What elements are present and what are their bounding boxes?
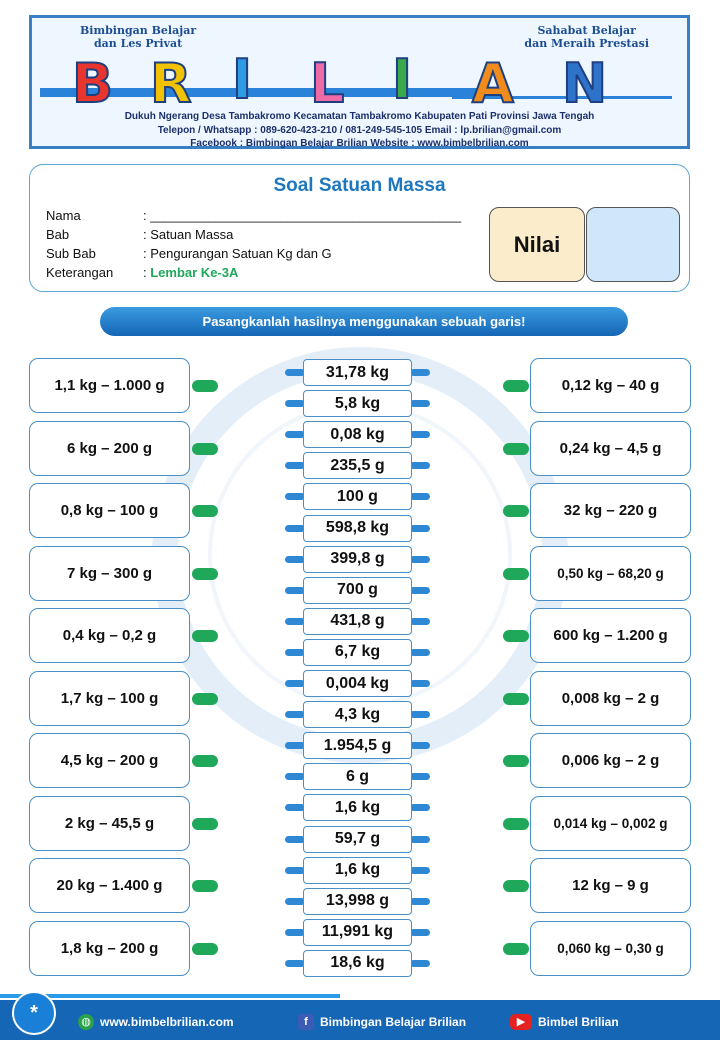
name-input-line[interactable]: : ___________________________________________ (143, 208, 462, 223)
connector-dot-answer-right[interactable] (410, 867, 430, 874)
footer-website-text: www.bimbelbrilian.com (100, 1015, 234, 1029)
connector-dot-answer-right[interactable] (410, 773, 430, 780)
connector-dot-answer-left[interactable] (285, 400, 305, 407)
answer-card[interactable]: 0,004 kg (303, 670, 412, 697)
brand-letter: I (392, 48, 413, 111)
field-colon: : (143, 265, 151, 280)
connector-dot-answer-right[interactable] (410, 556, 430, 563)
answer-card[interactable]: 59,7 g (303, 826, 412, 853)
connector-dot-answer-left[interactable] (285, 431, 305, 438)
connector-dot-answer-right[interactable] (410, 711, 430, 718)
connector-dot-answer-left[interactable] (285, 960, 305, 967)
connector-dot-answer-right[interactable] (410, 525, 430, 532)
answer-card[interactable]: 11,991 kg (303, 919, 412, 946)
connector-dot-answer-left[interactable] (285, 836, 305, 843)
connector-dot-answer-left[interactable] (285, 680, 305, 687)
connector-dot-right[interactable] (503, 693, 529, 705)
connector-dot-answer-left[interactable] (285, 867, 305, 874)
tagline-left-line1: Bimbingan Belajar (80, 24, 197, 37)
connector-dot-answer-left[interactable] (285, 929, 305, 936)
answer-card[interactable]: 6,7 kg (303, 639, 412, 666)
brand-letter: A (472, 52, 514, 115)
right-question-card[interactable]: 0,006 kg – 2 g (530, 733, 691, 788)
left-question-card[interactable]: 0,4 kg – 0,2 g (29, 608, 190, 663)
connector-dot-answer-left[interactable] (285, 649, 305, 656)
connector-dot-right[interactable] (503, 505, 529, 517)
right-question-card[interactable]: 0,24 kg – 4,5 g (530, 421, 691, 476)
left-question-card[interactable]: 6 kg – 200 g (29, 421, 190, 476)
left-question-card[interactable]: 1,8 kg – 200 g (29, 921, 190, 976)
connector-dot-answer-left[interactable] (285, 525, 305, 532)
student-info-box (29, 164, 690, 292)
connector-dot-answer-left[interactable] (285, 587, 305, 594)
connector-dot-answer-left[interactable] (285, 369, 305, 376)
connector-dot-right[interactable] (503, 380, 529, 392)
connector-dot-left[interactable] (192, 693, 218, 705)
footer-accent-line (0, 994, 340, 998)
left-question-card[interactable]: 2 kg – 45,5 g (29, 796, 190, 851)
connector-dot-answer-right[interactable] (410, 493, 430, 500)
connector-dot-answer-right[interactable] (410, 587, 430, 594)
connector-dot-right[interactable] (503, 943, 529, 955)
left-question-card[interactable]: 20 kg – 1.400 g (29, 858, 190, 913)
answer-card[interactable]: 0,08 kg (303, 421, 412, 448)
left-question-card[interactable]: 4,5 kg – 200 g (29, 733, 190, 788)
youtube-icon: ▶ (510, 1014, 532, 1030)
answer-card[interactable]: 700 g (303, 577, 412, 604)
connector-dot-answer-left[interactable] (285, 773, 305, 780)
connector-dot-answer-left[interactable] (285, 711, 305, 718)
tagline-left-line2: dan Les Privat (93, 37, 183, 50)
connector-dot-answer-left[interactable] (285, 556, 305, 563)
field-value: Lembar Ke-3A (150, 265, 239, 280)
brand-letter: N (562, 52, 608, 115)
answer-card[interactable]: 4,3 kg (303, 701, 412, 728)
answer-card[interactable]: 100 g (303, 483, 412, 510)
connector-dot-right[interactable] (503, 818, 529, 830)
connector-dot-answer-right[interactable] (410, 680, 430, 687)
field-nama (46, 208, 461, 224)
answer-card[interactable]: 598,8 kg (303, 515, 412, 542)
left-question-card[interactable]: 1,1 kg – 1.000 g (29, 358, 190, 413)
brand-letter: R (150, 52, 192, 115)
nilai-score-box[interactable] (586, 207, 680, 282)
right-question-card[interactable]: 0,008 kg – 2 g (530, 671, 691, 726)
brand-logo (62, 46, 662, 115)
instruction-banner: Pasangkanlah hasilnya menggunakan sebuah garis! (100, 307, 628, 336)
connector-dot-right[interactable] (503, 443, 529, 455)
left-question-card[interactable]: 0,8 kg – 100 g (29, 483, 190, 538)
answer-card[interactable]: 13,998 g (303, 888, 412, 915)
connector-dot-right[interactable] (503, 755, 529, 767)
right-question-card[interactable]: 12 kg – 9 g (530, 858, 691, 913)
right-question-card[interactable]: 0,060 kg – 0,30 g (530, 921, 691, 976)
answer-card[interactable]: 431,8 g (303, 608, 412, 635)
connector-dot-left[interactable] (192, 943, 218, 955)
address-text: Dukuh Ngerang Desa Tambakromo Kecamatan Tambakromo Kabupaten Pati Provinsi Jawa Tengah (124, 111, 595, 122)
connector-dot-answer-left[interactable] (285, 462, 305, 469)
connector-dot-left[interactable] (192, 880, 218, 892)
field-value: : Pengurangan Satuan Kg dan G (143, 246, 332, 261)
answer-card[interactable]: 1.954,5 g (303, 732, 412, 759)
footer-youtube-text: Bimbel Brilian (538, 1015, 619, 1029)
contact-info (32, 110, 687, 151)
footer-facebook-text: Bimbingan Belajar Brilian (320, 1015, 467, 1029)
connector-dot-answer-right[interactable] (410, 742, 430, 749)
connector-dot-answer-left[interactable] (285, 898, 305, 905)
social-text: Facebook : Bimbingan Belajar Brilian Website : www.bimbelbrilian.com (190, 138, 529, 149)
answer-card[interactable]: 399,8 g (303, 546, 412, 573)
tagline-right-line2: dan Meraih Prestasi (524, 37, 649, 50)
connector-dot-left[interactable] (192, 568, 218, 580)
answer-card[interactable]: 5,8 kg (303, 390, 412, 417)
answer-card[interactable]: 18,6 kg (303, 950, 412, 977)
brand-letter: B (72, 52, 114, 115)
left-question-card[interactable]: 7 kg – 300 g (29, 546, 190, 601)
field-bab (46, 227, 233, 243)
connector-dot-answer-right[interactable] (410, 836, 430, 843)
brand-letter: L (310, 52, 345, 115)
connector-dot-answer-right[interactable] (410, 618, 430, 625)
connector-dot-answer-right[interactable] (410, 960, 430, 967)
header-banner (29, 15, 690, 149)
right-question-card[interactable]: 32 kg – 220 g (530, 483, 691, 538)
connector-dot-right[interactable] (503, 568, 529, 580)
connector-dot-answer-right[interactable] (410, 898, 430, 905)
connector-dot-answer-left[interactable] (285, 618, 305, 625)
answer-card[interactable]: 1,6 kg (303, 794, 412, 821)
connector-dot-answer-right[interactable] (410, 462, 430, 469)
answer-card[interactable]: 235,5 g (303, 452, 412, 479)
right-question-card[interactable]: 600 kg – 1.200 g (530, 608, 691, 663)
footer-youtube[interactable] (510, 1014, 619, 1030)
field-label: Nama (46, 208, 81, 223)
contact-text: Telepon / Whatsapp : 089-620-423-210 / 081-249-545-105 Email : lp.brilian@gmail.com (157, 124, 562, 136)
connector-dot-right[interactable] (503, 880, 529, 892)
facebook-icon: f (298, 1014, 314, 1030)
connector-dot-left[interactable] (192, 505, 218, 517)
sheet-title: Soal Satuan Massa (273, 175, 446, 196)
field-label: Keterangan (46, 265, 114, 280)
connector-dot-answer-left[interactable] (285, 742, 305, 749)
connector-dot-answer-right[interactable] (410, 929, 430, 936)
globe-icon: ◍ (78, 1014, 94, 1030)
field-subbab (46, 246, 332, 262)
asterisk-icon: * (12, 991, 56, 1035)
connector-dot-answer-right[interactable] (410, 804, 430, 811)
connector-dot-answer-right[interactable] (410, 431, 430, 438)
connector-dot-answer-left[interactable] (285, 493, 305, 500)
connector-dot-answer-right[interactable] (410, 369, 430, 376)
field-value: : Satuan Massa (143, 227, 234, 242)
connector-dot-left[interactable] (192, 755, 218, 767)
connector-dot-right[interactable] (503, 630, 529, 642)
connector-dot-answer-left[interactable] (285, 804, 305, 811)
left-question-card[interactable]: 1,7 kg – 100 g (29, 671, 190, 726)
field-label: Bab (46, 227, 70, 242)
connector-dot-left[interactable] (192, 380, 218, 392)
right-question-card[interactable]: 0,50 kg – 68,20 g (530, 546, 691, 601)
connector-dot-answer-right[interactable] (410, 649, 430, 656)
answer-card[interactable]: 31,78 kg (303, 359, 412, 386)
brand-letter: I (232, 48, 253, 111)
field-keterangan (46, 265, 238, 281)
nilai-label: Nilai (489, 207, 585, 282)
right-question-card[interactable]: 0,014 kg – 0,002 g (530, 796, 691, 851)
field-label: Sub Bab (46, 246, 96, 261)
footer-facebook[interactable] (298, 1014, 466, 1030)
footer-website[interactable] (78, 1014, 234, 1030)
right-question-card[interactable]: 0,12 kg – 40 g (530, 358, 691, 413)
connector-dot-left[interactable] (192, 443, 218, 455)
connector-dot-answer-right[interactable] (410, 400, 430, 407)
tagline-right-line1: Sahabat Belajar (537, 24, 636, 37)
answer-card[interactable]: 1,6 kg (303, 857, 412, 884)
answer-card[interactable]: 6 g (303, 763, 412, 790)
connector-dot-left[interactable] (192, 818, 218, 830)
connector-dot-left[interactable] (192, 630, 218, 642)
